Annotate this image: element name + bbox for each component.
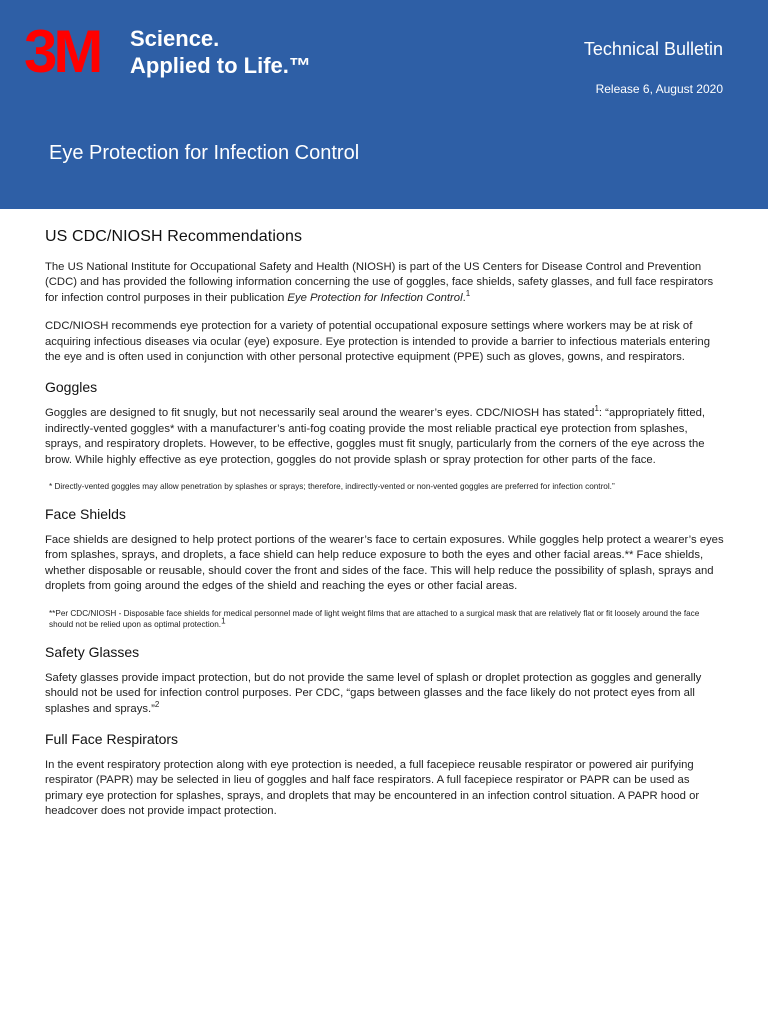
- svg-text:3M: 3M: [24, 22, 100, 76]
- safety-glasses-text: Safety glasses provide impact protection, but do not provide the same level of splash or droplet protection as goggles and generally should not be used for infection control purposes. Per CDC, “gaps between glasses and the face likely do not protect eyes from all splashes and sprays.”: [45, 671, 702, 715]
- tagline: [130, 25, 311, 79]
- footnote-ref: 2: [154, 699, 160, 709]
- footnote-ref: 1: [221, 615, 226, 625]
- subheading-goggles: Goggles: [45, 379, 98, 396]
- safety-glasses-paragraph: [45, 671, 725, 717]
- tagline-line-2: Applied to Life.™: [130, 53, 311, 78]
- footnote-ref: 1: [594, 404, 599, 414]
- footnote-ref: 1: [465, 289, 471, 299]
- subheading-safety-glasses: Safety Glasses: [45, 643, 140, 660]
- document-title: Eye Protection for Infection Control: [49, 142, 360, 164]
- tagline-line-1: Science.: [130, 26, 220, 51]
- section-heading-recommendations: US CDC/NIOSH Recommendations: [45, 228, 303, 245]
- goggles-text-b: : “appropriately fitted, indirectly-vented goggles* with a manufacturer’s anti-fog coating provide the most reliable practical eye protection from splashes, sprays, and respiratory droplets. However, to be effective, goggles must fit snugly, particularly from the corners of the eye across the brow. While highly effective as eye protection, goggles do not provide splash or spray protection for other parts of the face.: [45, 407, 706, 466]
- face-shields-note: [49, 608, 725, 630]
- subheading-full-face-respirators: Full Face Respirators: [45, 730, 179, 747]
- intro-p1-text: The US National Institute for Occupational Safety and Health (NIOSH) is part of the US Centers for Disease Control and Prevention (CDC) and has provided the following information concerning the use of goggles, face shields, safety glasses, and full face respirators for infection control purposes in their publication: [45, 261, 714, 304]
- goggles-note: * Directly-vented goggles may allow penetration by splashes or sprays; therefore, indirectly-vented or non-vented goggles are preferred for infection control.”: [49, 482, 615, 492]
- intro-paragraph-1: [45, 260, 725, 306]
- publication-title: Eye Protection for Infection Control: [287, 291, 463, 304]
- 3m-logo-icon: [24, 22, 120, 76]
- intro-paragraph-2: CDC/NIOSH recommends eye protection for a variety of potential occupational exposure settings where workers may be at risk of acquiring infectious diseases via ocular (eye) exposure. Eye protection is intended to provide a barrier to infectious materials entering the eye and is often used in conjunction with other personal protective equipment (PPE) such as gloves, gowns, and respirators.: [45, 320, 710, 364]
- face-shields-paragraph: Face shields are designed to help protect portions of the wearer’s face to certain exposures. While goggles help protect a wearer’s eyes from splashes, sprays, and droplets, a face shield can help reduce exposure to both the eyes and other facial areas.** Face shields, whether disposable or reusable, should cover the front and sides of the face. This will help reduce the possibility of splash, sprays and droplets from going around the edges of the shield and reaching the eyes or other facial areas.: [45, 534, 724, 593]
- subheading-face-shields: Face Shields: [45, 506, 126, 523]
- respirators-paragraph: In the event respiratory protection along with eye protection is needed, a full facepiece reusable respirator or powered air purifying respirator (PAPR) may be selected in lieu of goggles and half face respirators. A full facepiece respirator or PAPR can be used as primary eye protection for splashes, sprays, and droplets that may be encountered in an infection control situation. A PAPR hood or headcover does not provide impact protection.: [45, 758, 700, 818]
- header-banner: [0, 0, 768, 209]
- intro-p1-end: .: [462, 291, 466, 304]
- bulletin-title: Technical Bulletin: [583, 39, 723, 59]
- face-shields-note-text: **Per CDC/NIOSH - Disposable face shields for medical personnel made of light weight films that are attached to a surgical mask that are relatively flat or fit loosely around the face should not be relied upon as optimal protection.: [49, 608, 700, 629]
- release-info: Release 6, August 2020: [595, 82, 723, 96]
- goggles-text-a: Goggles are designed to fit snugly, but not necessarily seal around the wearer’s eyes. CDC/NIOSH has stated: [45, 407, 595, 420]
- goggles-paragraph: [45, 406, 725, 468]
- document-body: [45, 228, 725, 833]
